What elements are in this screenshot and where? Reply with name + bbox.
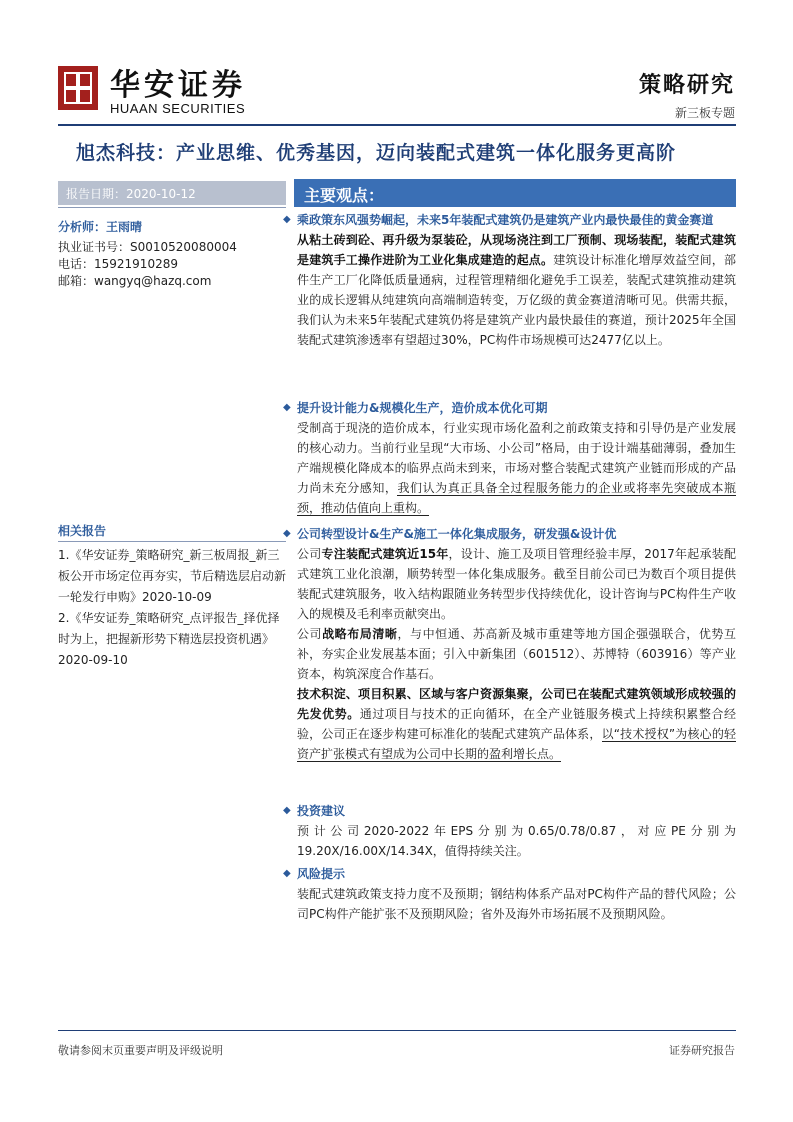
related-report-item[interactable]: 1.《华安证券_策略研究_新三板周报_新三板公开市场定位再夯实，节后精选层启动新一轮发行申购》2020-10-09 — [58, 548, 287, 604]
logo-name-en: HUAAN SECURITIES — [110, 101, 246, 116]
section-company-head: ◆ 公司转型设计&生产&施工一体化集成服务，研发强&设计优 — [283, 524, 736, 544]
section-company — [283, 524, 736, 764]
footer-divider — [58, 1030, 736, 1031]
section-design-head: ◆ 提升设计能力&规模化生产，造价成本优化可期 — [283, 398, 736, 418]
related-reports-list — [58, 545, 288, 671]
logo-mark-icon — [58, 66, 98, 110]
report-title: 旭杰科技：产业思维、优秀基因，迈向装配式建筑一体化服务更高阶 — [76, 142, 677, 164]
analyst-email[interactable]: 邮箱：wangyq@hazq.com — [58, 274, 212, 288]
section-policy — [283, 210, 736, 350]
section-risk — [283, 864, 736, 924]
header-divider — [58, 124, 736, 126]
section-investment-body: 预计公司2020-2022年EPS分别为0.65/0.78/0.87，对应PE分别为19.20X/16.00X/14.34X，值得持续关注。 — [297, 824, 736, 858]
section-risk-body: 装配式建筑政策支持力度不及预期；钢结构体系产品对PC构件产品的替代风险；公司PC构件产能扩张不及预期风险；省外及海外市场拓展不及预期风险。 — [297, 887, 736, 921]
section-investment — [283, 801, 736, 861]
section-design-body: 受制高于现浇的造价成本，行业实现市场化盈利之前政策支持和引导仍是产业发展的核心动力。当前行业呈现“大市场、小公司”格局，由于设计端基础薄弱，叠加生产端规模化降成本的临界点尚未到来，市场对整合装配式建筑产业链而形成的产品力尚未充分感知，我们认为真正具备全过程服务能力的企业或将率先突破成本瓶颈，推动估值向上重构。 — [297, 421, 736, 515]
report-date-bar — [58, 181, 286, 205]
analyst-cert: 执业证书号：S0010520080004 — [58, 240, 237, 254]
related-report-item[interactable]: 2.《华安证券_策略研究_点评报告_择优择时为上，把握新形势下精选层投资机遇》2020-09-10 — [58, 611, 280, 667]
footer-disclaimer: 敬请参阅末页重要声明及评级说明 — [58, 1044, 223, 1057]
section-company-p1: 公司专注装配式建筑近15年，设计、施工及项目管理经验丰厚，2017年起承装配式建筑工业化浪潮，顺势转型一体化集成服务。截至目前公司已为数百个项目提供装配式建筑服务，收入结构跟随业务转型步伐持续优化，设计咨询与PC构件生产收入的规模及毛利率贡献突出。 — [297, 547, 736, 621]
report-date: 报告日期：2020-10-12 — [66, 187, 196, 201]
main-views-heading: 主要观点： — [304, 186, 385, 205]
section-investment-head: ◆ 投资建议 — [283, 801, 736, 821]
section-risk-head: ◆ 风险提示 — [283, 864, 736, 884]
related-divider — [58, 541, 286, 542]
section-policy-head: ◆ 乘政策东风强势崛起，未来5年装配式建筑仍是建筑产业内最快最佳的黄金赛道 — [283, 210, 736, 230]
sidebar-divider — [58, 207, 286, 208]
section-subtitle: 新三板专题 — [674, 106, 735, 120]
section-policy-body: 从粘土砖到砼、再升级为泵装砼，从现场浇注到工厂预制、现场装配，装配式建筑是建筑手工操作进阶为工业化集成建造的起点。建筑设计标准化增厚效益空间，部件生产工厂化降低质量通病，过程管理精细化避免手工误差，装配式建筑推动建筑业的成长逻辑从纯建筑向高端制造转变，万亿级的黄金赛道清晰可见。供需共振，我们认为未来5年装配式建筑仍将是建筑产业内最快最佳的赛道，预计2025年全国装配式建筑渗透率有望超过30%，PC构件市场规模可达2477亿以上。 — [297, 233, 736, 347]
footer-label: 证券研究报告 — [669, 1044, 735, 1057]
section-company-p3: 技术积淀、项目积累、区域与客户资源集聚，公司已在装配式建筑领域形成较强的先发优势。通过项目与技术的正向循环，在全产业链服务模式上持续积累整合经验，公司正在逐步构建可标准化的装配式建筑产品体系，以“技术授权”为核心的轻资产扩张模式有望成为公司中长期的盈利增长点。 — [297, 687, 736, 761]
section-company-p2: 公司战略布局清晰，与中恒通、苏高新及城市重建等地方国企强强联合，优势互补，夯实企业发展基本面；引入中新集团（601512）、苏博特（603916）等产业资本，构筑深度合作基石。 — [297, 627, 736, 681]
analyst-phone: 电话：15921910289 — [58, 257, 178, 271]
main-views-bar — [294, 179, 736, 207]
related-reports-title: 相关报告 — [58, 524, 107, 538]
section-title: 策略研究 — [638, 73, 735, 98]
logo-name-cn: 华安证券 — [110, 68, 246, 103]
section-design — [283, 398, 736, 518]
analyst-name: 分析师：王雨晴 — [58, 220, 143, 234]
